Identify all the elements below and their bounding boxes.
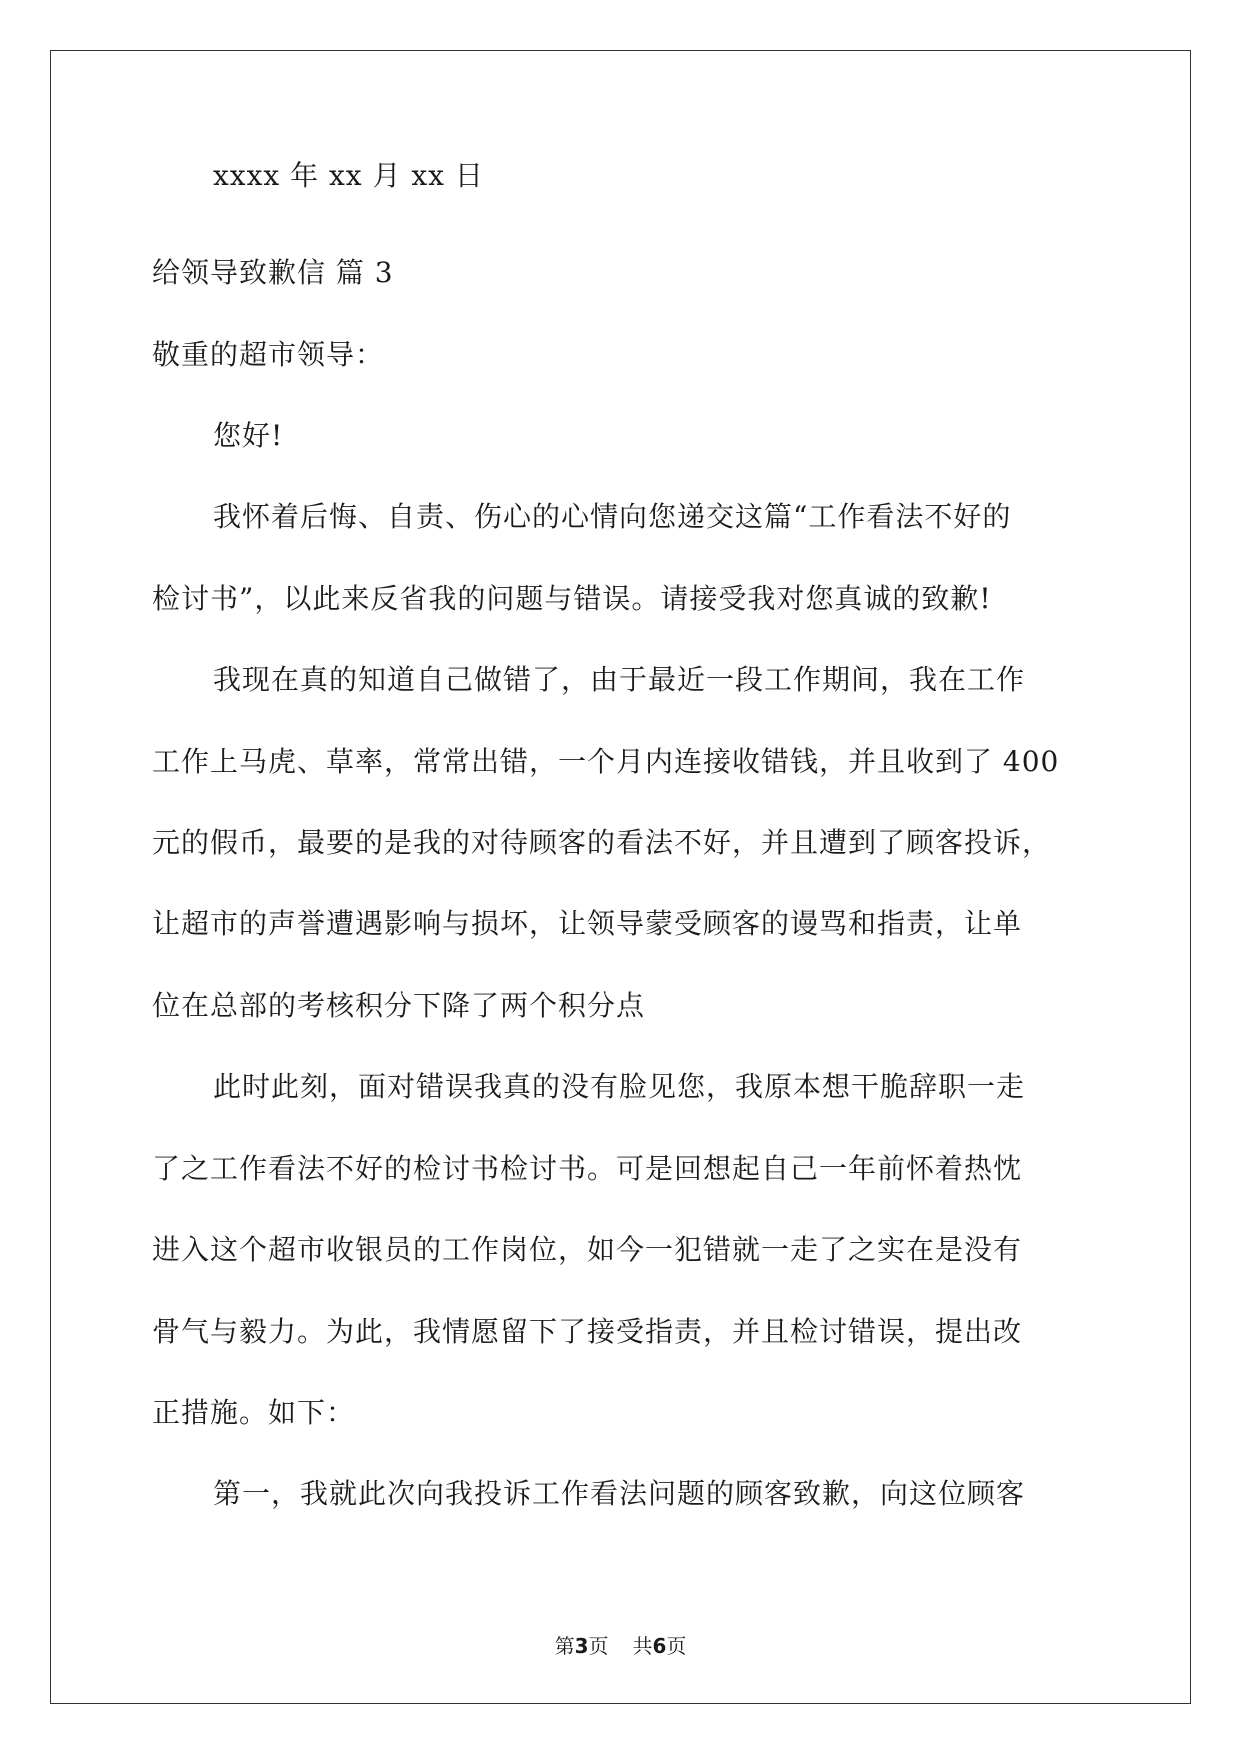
body-line: 进入这个超市收银员的工作岗位，如今一犯错就一走了之实在是没有 <box>152 1233 1023 1266</box>
total-prefix: 共 <box>632 1634 653 1658</box>
body-line: 了之工作看法不好的检讨书检讨书。可是回想起自己一年前怀着热忱 <box>152 1152 1023 1185</box>
body-line: 元的假币，最要的是我的对待顾客的看法不好，并且遭到了顾客投诉， <box>152 826 1052 859</box>
body-line: 我现在真的知道自己做错了，由于最近一段工作期间，我在工作 <box>213 663 1026 696</box>
body-line: 工作上马虎、草率，常常出错，一个月内连接收错钱，并且收到了 400 <box>152 745 1060 778</box>
page-footer <box>0 1632 1241 1660</box>
body-line: 位在总部的考核积分下降了两个积分点 <box>152 989 646 1022</box>
body-line: 检讨书”，以此来反省我的问题与错误。请接受我对您真诚的致歉! <box>152 582 992 615</box>
total-suffix: 页 <box>666 1634 687 1658</box>
body-line: 正措施。如下： <box>152 1396 356 1429</box>
body-line: 此时此刻，面对错误我真的没有脸见您，我原本想干脆辞职一走 <box>213 1070 1026 1103</box>
greeting: 您好! <box>213 419 284 452</box>
page-current: 3 <box>574 1634 589 1658</box>
page-suffix: 页 <box>588 1634 609 1658</box>
body-line: 让超市的声誉遭遇影响与损坏，让领导蒙受顾客的谩骂和指责，让单 <box>152 907 1023 940</box>
salutation: 敬重的超市领导： <box>152 338 385 371</box>
body-line: 第一，我就此次向我投诉工作看法问题的顾客致歉，向这位顾客 <box>213 1477 1026 1510</box>
section-title: 给领导致歉信 篇 3 <box>152 256 394 289</box>
body-line: 骨气与毅力。为此，我情愿留下了接受指责，并且检讨错误，提出改 <box>152 1315 1023 1348</box>
page-border <box>50 50 1191 1704</box>
page-prefix: 第 <box>554 1634 575 1658</box>
date-line: xxxx 年 xx 月 xx 日 <box>213 159 484 192</box>
body-line: 我怀着后悔、自责、伤心的心情向您递交这篇“工作看法不好的 <box>213 500 1012 533</box>
page-total: 6 <box>652 1634 667 1658</box>
